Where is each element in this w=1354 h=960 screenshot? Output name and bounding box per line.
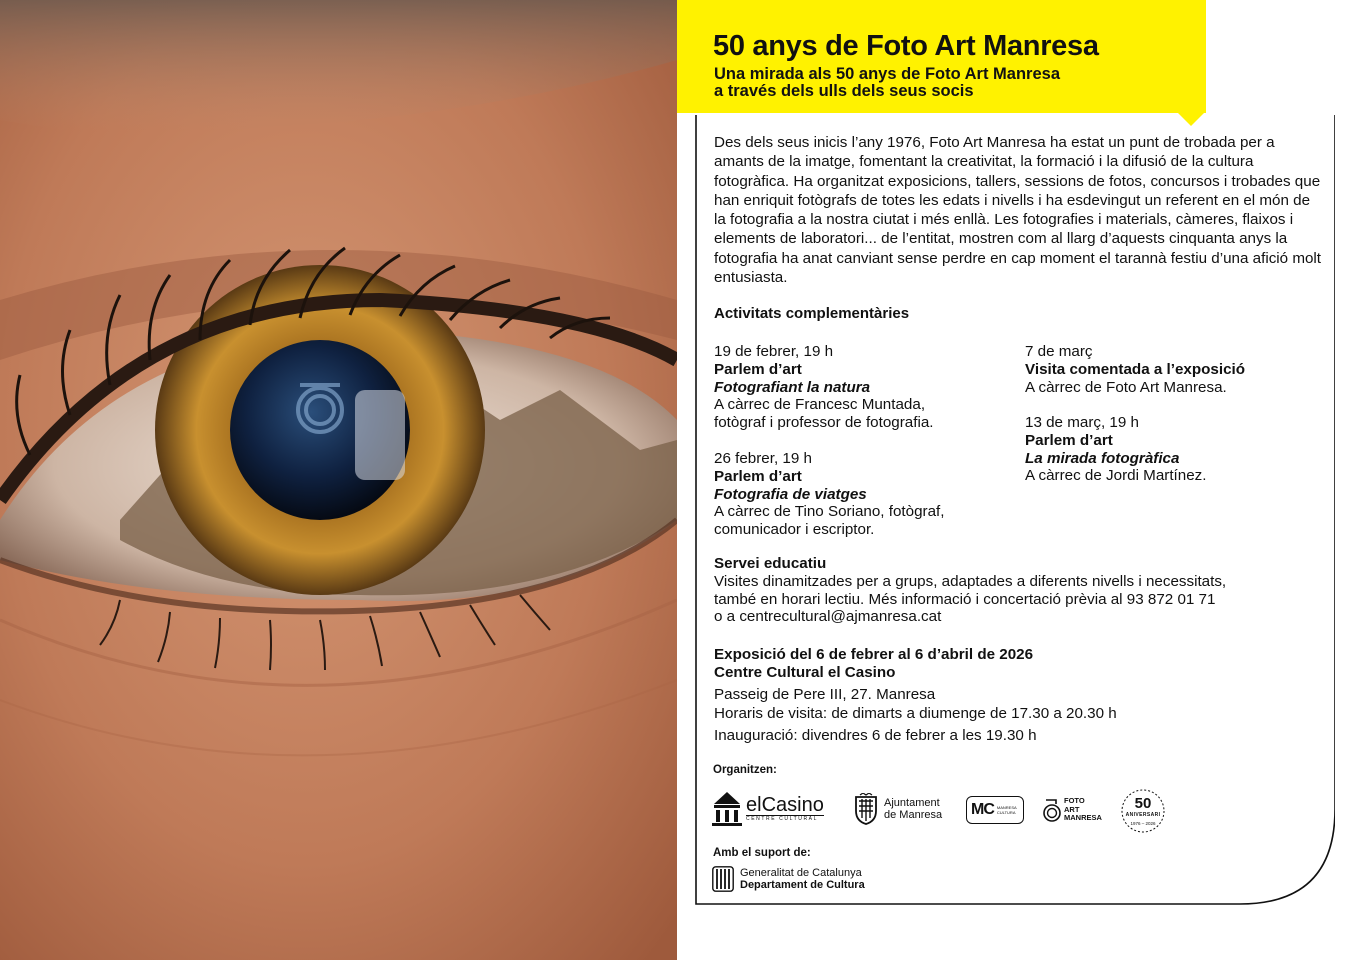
foto-art-emblem-icon [1043, 796, 1061, 824]
event-date: 13 de març, 19 h [1025, 414, 1139, 431]
event-item [1025, 343, 1245, 396]
mc-small-line-1: MANRESA [996, 805, 1017, 810]
event-host-detail: fotògraf i professor de fotografia. [714, 414, 934, 432]
generalitat-logo [712, 866, 865, 892]
subtitle-line-2: a través dels ulls dels seus socis [714, 82, 974, 100]
casino-building-icon [712, 790, 742, 826]
education-heading: Servei educatiu [714, 555, 827, 572]
education-line-3: o a centrecultural@ajmanresa.cat [714, 608, 942, 626]
fotoart-line-1: FOTO [1064, 796, 1085, 806]
ajuntament-line-2: de Manresa [884, 809, 943, 821]
generalitat-flag-icon [712, 866, 734, 892]
intro-paragraph: Des dels seus inicis l’any 1976, Foto Art Manresa ha estat un punt de trobada per a amants de la imatge, fomentant la creativitat, la formació i la difusió de la cultura fotogràfica. Ha organitzat exposicions, tallers, sessions de fotos, concursos i trobades que han enriquit fotògrafs de totes les edats i nivells i ha esdevingut un referent en el món de la fotografia a la nostra ciutat i més enllà. Les fotografies i materials, càmeres, flaixos i elements de laboratori... de l’entitat, mostren com al llarg d’aquests cinquanta anys la fotografia ha anat canviant sense perdre en cap moment el tarannà festiu d’una afició molt entusiasta. [714, 134, 1322, 287]
exhibition-details [714, 686, 1117, 746]
exhibition-hours: Horaris de visita: de dimarts a diumenge de 17.30 a 20.30 h [714, 704, 1117, 722]
ajuntament-line-1: Ajuntament [884, 797, 940, 809]
event-host: A càrrec de Jordi Martínez. [1025, 467, 1207, 485]
exhibition-venue: Centre Cultural el Casino [714, 663, 896, 681]
manresa-cultura-logo [966, 796, 1024, 824]
event-host-detail: comunicador i escriptor. [714, 521, 875, 539]
event-item [714, 343, 934, 432]
event-type: Parlem d’art [714, 360, 802, 378]
support-label: Amb el suport de: [713, 847, 811, 859]
anniversary-logo [1120, 788, 1166, 834]
event-title: Fotografia de viatges [714, 485, 867, 503]
event-host: A càrrec de Tino Soriano, fotògraf, [714, 503, 945, 521]
event-title: Fotografiant la natura [714, 378, 871, 396]
subtitle-line-1: Una mirada als 50 anys de Foto Art Manresa [714, 65, 1061, 83]
event-item [714, 450, 944, 539]
generalitat-line-1: Generalitat de Catalunya [740, 866, 862, 879]
mc-mark: MC [971, 801, 994, 818]
organizers-label: Organitzen: [713, 764, 777, 776]
anniversary-number: 50 [1134, 795, 1152, 812]
education-line-1: Visites dinamitzades per a grups, adaptades a diferents nivells i necessitats, [714, 572, 1227, 590]
casino-logo [712, 790, 824, 826]
exhibition-opening: Inauguració: divendres 6 de febrer a les 19.30 h [714, 727, 1037, 745]
anniversary-years: 1976 – 2026 [1130, 821, 1156, 826]
casino-subtitle: CENTRE CULTURAL [746, 815, 824, 822]
casino-name: elCasino [746, 793, 824, 816]
event-date: 19 de febrer, 19 h [714, 343, 834, 360]
ajuntament-logo [854, 793, 942, 825]
event-title: La mirada fotogràfica [1025, 449, 1180, 467]
generalitat-line-2: Departament de Cultura [740, 879, 865, 891]
education-section [714, 555, 1226, 626]
event-date: 7 de març [1025, 343, 1093, 360]
event-type: Parlem d’art [1025, 431, 1113, 449]
exhibition-dates: Exposició del 6 de febrer al 6 d’abril de 2026 [714, 646, 1034, 663]
exhibition-info [714, 646, 1033, 682]
event-item [1025, 414, 1206, 485]
manresa-shield-icon [854, 793, 878, 825]
event-date: 26 febrer, 19 h [714, 450, 812, 467]
event-type: Parlem d’art [714, 467, 802, 485]
event-host: A càrrec de Francesc Muntada, [714, 396, 926, 414]
activities-heading: Activitats complementàries [714, 305, 910, 322]
exhibition-address: Passeig de Pere III, 27. Manresa [714, 686, 936, 703]
fotoart-line-2: ART [1064, 804, 1080, 814]
fotoart-line-3: MANRESA [1064, 813, 1102, 823]
page-title: 50 anys de Foto Art Manresa [713, 30, 1099, 62]
anniversary-label: ANIVERSARI [1125, 812, 1161, 818]
education-line-2: també en horari lectiu. Més informació i concertació prèvia al 93 872 01 71 [714, 590, 1216, 608]
mc-small-line-2: CULTURA [996, 810, 1016, 815]
event-host: A càrrec de Foto Art Manresa. [1025, 378, 1227, 396]
event-type: Visita comentada a l’exposició [1025, 360, 1246, 378]
foto-art-manresa-logo [1043, 796, 1102, 824]
page-subtitle [714, 66, 1060, 100]
